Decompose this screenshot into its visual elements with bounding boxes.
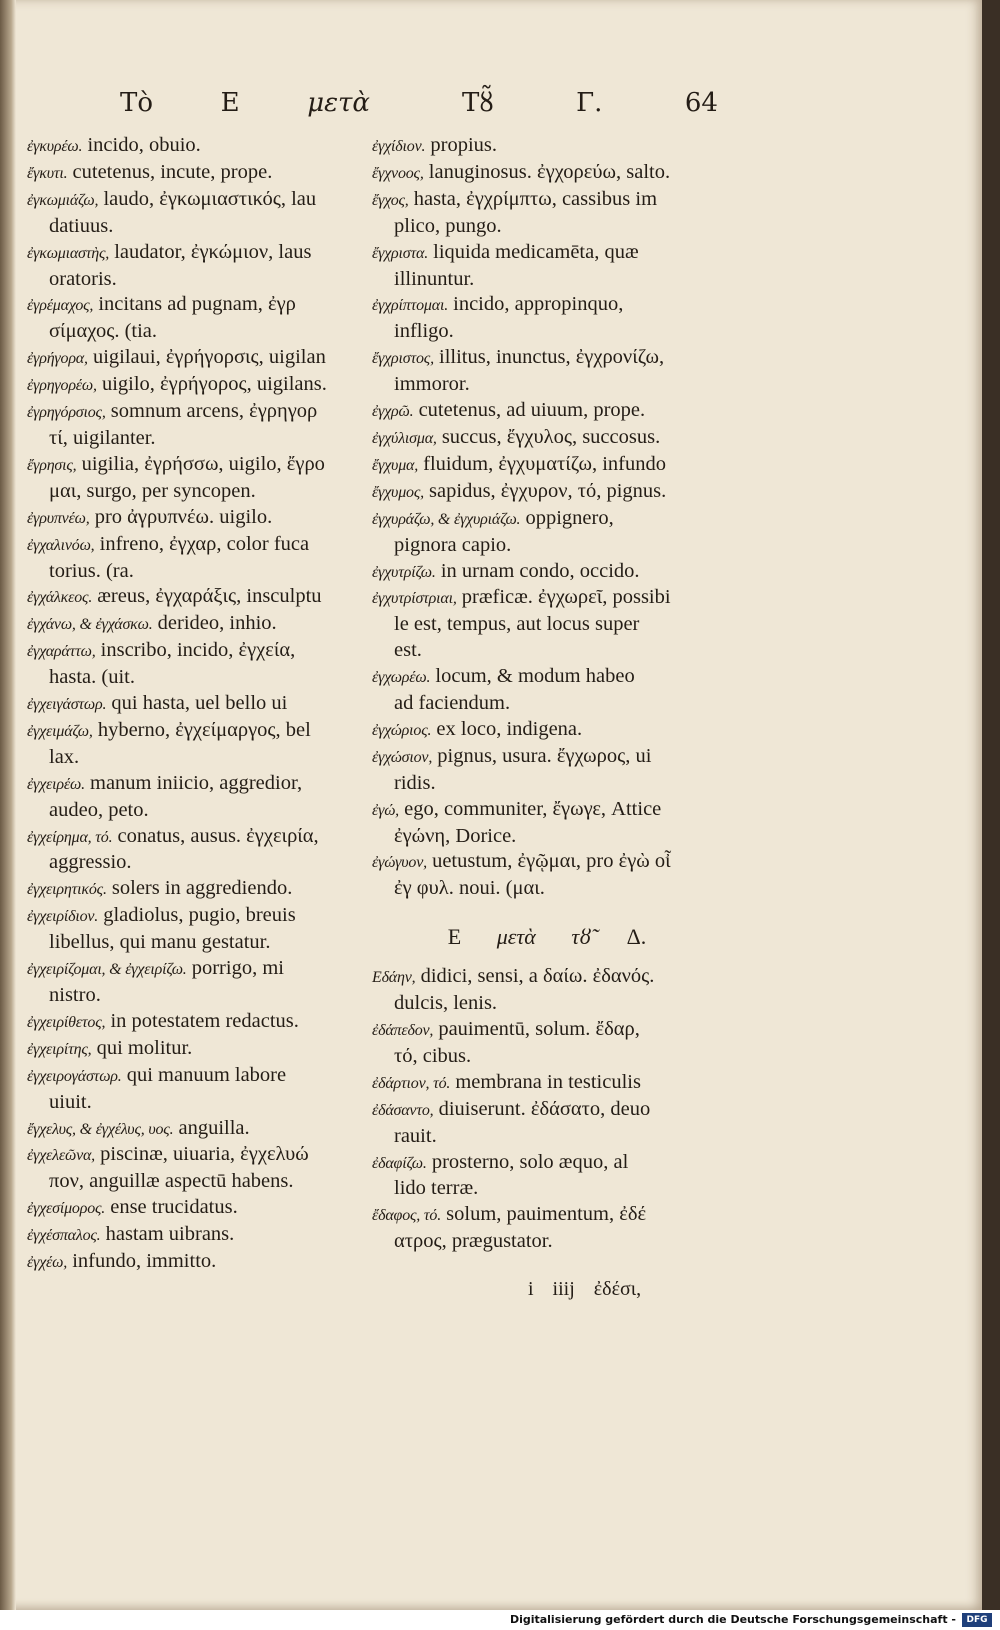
section-heading: [372, 924, 722, 950]
latin-gloss: infundo, immitto.: [72, 1250, 217, 1273]
latin-gloss: infreno, ἐγχαρ, color fuca: [99, 532, 310, 555]
greek-headword: ἐγχέσπαλος.: [27, 1227, 101, 1245]
dictionary-entry: [27, 1009, 377, 1036]
dictionary-entry: [27, 691, 377, 718]
greek-headword: ἐγχειγάστωρ.: [27, 696, 107, 714]
dictionary-entry: [27, 532, 377, 585]
latin-gloss: anguilla.: [178, 1116, 250, 1139]
greek-headword: ἔγχος,: [372, 191, 409, 209]
latin-gloss: incido, appropinquo,: [453, 293, 624, 316]
entry-continuation: immoror.: [394, 373, 470, 396]
latin-gloss: præficæ. ἐγχωρεῖ, possibi: [461, 586, 671, 609]
greek-headword: ἐγχρῶ.: [372, 403, 414, 421]
latin-gloss: inscribo, incido, ἐγχεία,: [100, 639, 296, 662]
greek-headword: ἔγχνοος,: [372, 164, 424, 182]
greek-headword: Εδάην,: [372, 969, 416, 987]
greek-headword: ἐγχειρητικός.: [27, 881, 107, 899]
greek-headword: ἐδάσαντο,: [372, 1101, 434, 1119]
latin-gloss: incido, obuio.: [87, 134, 201, 156]
greek-headword: ἐγχωρέω.: [372, 669, 431, 687]
greek-headword: ἐγχελεῶνα,: [27, 1147, 95, 1165]
latin-gloss: prosterno, solo æquo, al: [431, 1150, 629, 1173]
entry-continuation: infligo.: [394, 320, 454, 343]
latin-gloss: illitus, inunctus, ἐγχρονίζω,: [439, 346, 665, 369]
dictionary-entry: [372, 849, 722, 902]
dictionary-entry: [372, 1017, 722, 1070]
latin-gloss: piscinæ, uiuaria, ἐγχελυώ: [100, 1143, 309, 1166]
greek-headword: ἔγρησις,: [27, 456, 77, 474]
latin-gloss: cutetenus, ad uiuum, prope.: [418, 399, 646, 422]
latin-gloss: ex loco, indigena.: [436, 717, 583, 740]
entry-continuation: nistro.: [49, 984, 101, 1006]
dictionary-entry: [372, 240, 722, 293]
dictionary-entry: [372, 664, 722, 717]
right-column: [372, 133, 722, 1255]
dictionary-entry: [372, 1202, 722, 1255]
latin-gloss: oppignero,: [525, 506, 614, 529]
dictionary-entry: [27, 876, 377, 903]
latin-gloss: porrigo, mi: [191, 957, 284, 980]
greek-headword: ἐγχέω,: [27, 1254, 68, 1272]
greek-headword: ἐγχεσίμορος.: [27, 1200, 106, 1218]
dictionary-entry: [27, 399, 377, 452]
greek-headword: ἔγχυμος,: [372, 483, 424, 501]
entry-continuation: rauit.: [394, 1124, 437, 1147]
entry-continuation: ἐγ φυλ. noui. (μαι.: [394, 877, 545, 900]
dictionary-entry: [27, 160, 377, 187]
left-column: [27, 133, 377, 1276]
dfg-logo: DFG: [962, 1613, 992, 1627]
dictionary-entry: [27, 345, 377, 372]
latin-gloss: ego, communiter, ἔγωγε, Attice: [404, 797, 662, 820]
greek-headword: ἐγχάνω, & ἐγχάσκω.: [27, 616, 153, 634]
catchword: i iiij ἐδέσι,: [528, 1278, 642, 1300]
dictionary-entry: [27, 292, 377, 345]
running-head-right: [462, 88, 718, 128]
greek-headword: ἐδαφίζω.: [372, 1154, 427, 1172]
entry-continuation: est.: [394, 639, 422, 662]
latin-gloss: uigilo, ἐγρήγορος, uigilans.: [101, 373, 327, 396]
latin-gloss: gladiolus, pugio, breuis: [103, 904, 296, 927]
greek-headword: ἐγχείρημα, τό.: [27, 828, 113, 846]
greek-headword: ἐγχώριος.: [372, 721, 432, 739]
entry-continuation: plico, pungo.: [394, 214, 502, 237]
entry-continuation: σίμαχος. (tia.: [49, 320, 158, 343]
entry-continuation: datiuus.: [49, 214, 114, 237]
dictionary-entry: [372, 559, 722, 586]
dictionary-entry: [27, 903, 377, 956]
dictionary-entry: [372, 964, 722, 1017]
dictionary-entry: [27, 718, 377, 771]
running-head-word: Τȣ̃: [462, 88, 494, 118]
dictionary-entry: [27, 1249, 377, 1276]
latin-gloss: propius.: [430, 134, 498, 156]
entry-continuation: μαι, surgo, per syncopen.: [49, 479, 256, 502]
greek-headword: ἐγρηγορέω,: [27, 377, 97, 395]
dictionary-entry: [372, 1097, 722, 1150]
greek-headword: ἐγχαλινόω,: [27, 536, 95, 554]
latin-gloss: hasta, ἐγχρίμπτω, cassibus im: [413, 187, 658, 210]
dictionary-entry: [372, 585, 722, 664]
latin-gloss: incitans ad pugnam, ἐγρ: [98, 293, 296, 316]
entry-continuation: dulcis, lenis.: [394, 992, 498, 1015]
greek-headword: ἐγώγυον,: [372, 854, 427, 872]
dictionary-entry: [372, 292, 722, 345]
latin-gloss: fluidum, ἐγχυματίζω, infundo: [423, 452, 666, 475]
greek-headword: ἐγκωμιάζω,: [27, 191, 99, 209]
greek-headword: ἐγχύλισμα,: [372, 429, 437, 447]
dictionary-entry: [27, 133, 377, 160]
digitization-footer: [0, 1610, 1000, 1630]
greek-headword: ἔδαφος, τό.: [372, 1207, 442, 1225]
entry-continuation: ad faciendum.: [394, 692, 511, 715]
entry-continuation: libellus, qui manu gestatur.: [49, 931, 271, 954]
latin-gloss: derideo, inhio.: [157, 612, 277, 635]
greek-headword: ἐγχίδιον.: [372, 138, 426, 155]
entry-continuation: oratoris.: [49, 267, 117, 290]
section-heading-word: Ε: [447, 924, 462, 950]
greek-headword: ἐγρυπνέω,: [27, 509, 90, 527]
greek-headword: ἐγκωμιαστὴς,: [27, 244, 110, 262]
dictionary-entry: [27, 1036, 377, 1063]
latin-gloss: lanuginosus. ἐγχορεύω, salto.: [428, 160, 671, 183]
dictionary-entry: [372, 797, 722, 850]
dictionary-entry: [27, 638, 377, 691]
latin-gloss: pro ἀγρυπνέω. uigilo.: [94, 505, 273, 528]
dictionary-entry: [27, 824, 377, 877]
latin-gloss: laudo, ἐγκωμιαστικός, lau: [103, 187, 317, 210]
dictionary-entry: [27, 1142, 377, 1195]
entry-continuation: uiuit.: [49, 1090, 92, 1113]
latin-gloss: solers in aggrediendo.: [111, 877, 293, 900]
latin-gloss: qui molitur.: [96, 1036, 193, 1059]
dictionary-entry: [372, 452, 722, 479]
entry-continuation: τί, uigilanter.: [49, 426, 156, 449]
greek-headword: ἐγρηγόρσιος,: [27, 404, 106, 422]
latin-gloss: ense trucidatus.: [110, 1196, 238, 1219]
page-number: 64: [684, 88, 718, 118]
entry-continuation: lido terræ.: [394, 1177, 479, 1200]
dictionary-entry: [27, 240, 377, 293]
entry-continuation: pignora capio.: [394, 533, 512, 556]
greek-headword: ἐγχειρίτης,: [27, 1040, 92, 1058]
latin-gloss: solum, pauimentum, ἐδέ: [446, 1203, 647, 1226]
entry-continuation: πον, anguillæ aspectū habens.: [49, 1170, 294, 1193]
section-heading-word: Δ.: [626, 924, 647, 950]
dictionary-entry: [27, 372, 377, 399]
latin-gloss: conatus, ausus. ἐγχειρία,: [117, 824, 319, 847]
latin-gloss: sapidus, ἐγχυρον, τό, pignus.: [429, 479, 667, 502]
greek-headword: ἐγώ,: [372, 801, 399, 819]
greek-headword: ἐγχειρίδιον.: [27, 908, 99, 926]
greek-headword: ἔγχελυς, & ἐγχέλυς, υος.: [27, 1120, 174, 1138]
greek-headword: ἐγχειρογάστωρ.: [27, 1067, 122, 1085]
latin-gloss: diuiserunt. ἐδάσατο, deuo: [438, 1097, 651, 1120]
greek-headword: ἐγχώσιον,: [372, 748, 433, 766]
entry-list: [27, 133, 377, 1276]
greek-headword: ἐδάρτιον, τό.: [372, 1074, 451, 1092]
dictionary-entry: [27, 956, 377, 1009]
dictionary-entry: [27, 771, 377, 824]
dictionary-entry: [372, 345, 722, 398]
greek-headword: ἐγχυτρίστριαι,: [372, 590, 457, 608]
dictionary-entry: [27, 584, 377, 611]
entry-continuation: le est, tempus, aut locus super: [394, 613, 640, 636]
entry-continuation: τό, cibus.: [394, 1044, 472, 1067]
latin-gloss: manum iniicio, aggredior,: [90, 771, 303, 794]
greek-headword: ἐγχειρίθετος,: [27, 1013, 106, 1031]
greek-headword: ἐγχάλκεος.: [27, 589, 93, 607]
greek-headword: ἔγχριστα.: [372, 244, 428, 262]
greek-headword: ἔγχριστος,: [372, 350, 434, 368]
section-heading-word: μετὰ: [496, 924, 536, 950]
dictionary-entry: [372, 398, 722, 425]
latin-gloss: hastam uibrans.: [105, 1223, 235, 1246]
latin-gloss: uigilaui, ἐγρήγορσις, uigilan: [92, 346, 326, 369]
latin-gloss: in urnam condo, occido.: [440, 559, 640, 582]
section-heading-word: τȣ̃: [571, 924, 592, 950]
latin-gloss: æreus, ἐγχαράξις, insculptu: [97, 585, 322, 608]
dictionary-entry: [27, 1116, 377, 1143]
entry-continuation: audeo, peto.: [49, 798, 149, 821]
latin-gloss: didici, sensi, a δαίω. ἐδανός.: [420, 965, 655, 988]
entry-continuation: torius. (ra.: [49, 559, 134, 582]
greek-headword: ἐγχυράζω, & ἐγχυριάζω.: [372, 510, 521, 528]
latin-gloss: membrana in testiculis: [455, 1070, 641, 1093]
greek-headword: ἔγκυτι.: [27, 164, 68, 182]
latin-gloss: qui hasta, uel bello ui: [111, 692, 288, 715]
entry-continuation: ἐγώνη, Dorice.: [394, 824, 517, 847]
greek-headword: ἐγχειρίζομαι, & ἐγχειρίζω.: [27, 961, 187, 979]
dictionary-entry: [27, 1195, 377, 1222]
dictionary-entry: [372, 133, 722, 160]
running-head-word: Τὸ: [120, 88, 153, 118]
dictionary-entry: [27, 611, 377, 638]
latin-gloss: laudator, ἐγκώμιον, laus: [114, 240, 312, 263]
dictionary-entry: [27, 187, 377, 240]
running-head-word: μετὰ: [307, 88, 370, 118]
dictionary-entry: [372, 506, 722, 559]
greek-headword: ἐγχρίπτομαι.: [372, 297, 448, 315]
latin-gloss: pauimentū, solum. ἔδαρ,: [438, 1018, 640, 1040]
dictionary-entry: [27, 505, 377, 532]
greek-headword: ἐδάπεδον,: [372, 1022, 434, 1039]
dictionary-entry: [27, 1063, 377, 1116]
latin-gloss: somnum arcens, ἐγρηγορ: [110, 400, 318, 423]
greek-headword: ἐγχειμάζω,: [27, 722, 93, 740]
dictionary-entry: [372, 717, 722, 744]
greek-headword: ἐγρέμαχος,: [27, 297, 94, 315]
dictionary-entry: [372, 425, 722, 452]
latin-gloss: uigilia, ἐγρήσσω, uigilo, ἔγρο: [81, 452, 325, 475]
dictionary-entry: [372, 1150, 722, 1203]
latin-gloss: locum, & modum habeo: [435, 665, 635, 688]
greek-headword: ἐγχαράττω,: [27, 643, 96, 661]
dictionary-entry: [27, 1222, 377, 1249]
dictionary-entry: [372, 1070, 722, 1097]
running-head-left: [120, 88, 370, 128]
latin-gloss: succus, ἔγχυλος, succosus.: [441, 425, 661, 448]
dictionary-entry: [372, 187, 722, 240]
latin-gloss: pignus, usura. ἔγχωρος, ui: [437, 744, 652, 767]
greek-headword: ἐγκυρέω.: [27, 138, 83, 155]
dictionary-entry: [372, 160, 722, 187]
dictionary-entry: [372, 479, 722, 506]
greek-headword: ἐγχειρέω.: [27, 775, 85, 793]
latin-gloss: uetustum, ἐγῷμαι, pro ἐγὼ οἶ: [432, 850, 671, 873]
latin-gloss: cutetenus, incute, prope.: [72, 160, 273, 183]
running-head-word: Γ.: [576, 88, 603, 118]
greek-headword: ἐγρήγορα,: [27, 350, 88, 368]
footer-credit: Digitalisierung gefördert durch die Deutsche Forschungsgemeinschaft -: [509, 1613, 956, 1626]
entry-continuation: illinuntur.: [394, 267, 475, 290]
latin-gloss: in potestatem redactus.: [110, 1009, 299, 1032]
entry-list: [372, 133, 722, 902]
greek-headword: ἐγχυτρίζω.: [372, 563, 436, 581]
dictionary-entry: [372, 744, 722, 797]
entry-continuation: aggressio.: [49, 851, 132, 874]
greek-headword: ἔγχυμα,: [372, 456, 419, 474]
page-spine-shadow: [0, 0, 16, 1610]
latin-gloss: hyberno, ἐγχείμαργος, bel: [97, 718, 311, 741]
dictionary-entry: [27, 452, 377, 505]
entry-continuation: hasta. (uit.: [49, 666, 135, 689]
entry-continuation: ατρος, prægustator.: [394, 1230, 553, 1253]
entry-continuation: lax.: [49, 745, 80, 768]
entry-continuation: ridis.: [394, 771, 436, 794]
latin-gloss: liquida medicamēta, quæ: [433, 240, 639, 263]
latin-gloss: qui manuum labore: [126, 1063, 287, 1086]
running-head-word: Ε: [220, 88, 240, 118]
entry-list: [372, 964, 722, 1255]
